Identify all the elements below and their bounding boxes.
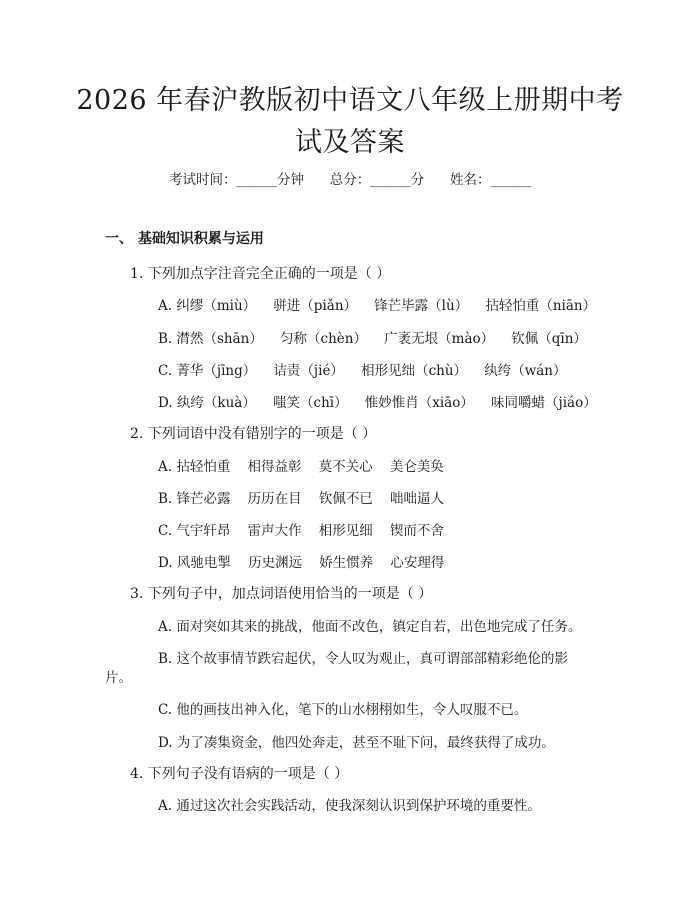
question-1-option-d: D. 纨绔（kuà） 嗤笑（chī） 惟妙惟肖（xiāo） 味同嚼蜡（jiáo） bbox=[158, 395, 597, 411]
question-4-stem: 4. 下列句子没有语病的一项是（ ） bbox=[130, 766, 349, 782]
question-1-option-c: C. 菁华（jīng） 诘责（jié） 相形见绌（chù） 纨绔（wán） bbox=[158, 363, 567, 379]
question-2-stem: 2. 下列词语中没有错别字的一项是（ ） bbox=[130, 426, 377, 442]
question-3-option-b-continuation: 片。 bbox=[105, 670, 132, 686]
question-2-option-c: C. 气宇轩昂 雷声大作 相形见细 锲而不舍 bbox=[158, 523, 444, 539]
question-2-option-d: D. 风驰电掣 历史渊远 娇生惯养 心安理得 bbox=[158, 555, 445, 571]
question-4-option-a: A. 通过这次社会实践活动，使我深刻认识到保护环境的重要性。 bbox=[158, 798, 541, 814]
question-3-option-b: B. 这个故事情节跌宕起伏，令人叹为观止，真可谓部部精彩绝伦的影 bbox=[158, 651, 569, 667]
document-title bbox=[60, 80, 640, 164]
question-3-option-d: D. 为了凑集资金，他四处奔走，甚至不耻下问，最终获得了成功。 bbox=[158, 735, 555, 751]
question-1-option-b: B. 潸然（shān） 匀称（chèn） 广袤无垠（mào） 钦佩（qīn） bbox=[158, 331, 587, 347]
question-2-option-b: B. 锋芒必露 历历在目 钦佩不已 咄咄逼人 bbox=[158, 491, 444, 507]
section-heading: 一、 基础知识积累与运用 bbox=[105, 231, 264, 247]
title-line-2: 试及答案 bbox=[295, 127, 405, 158]
question-1-option-a: A. 纠缪（miù） 骈进（piǎn） 锋芒毕露（lù） 拈轻怕重（niān） bbox=[158, 298, 597, 314]
question-2-option-a: A. 拈轻怕重 相得益彰 莫不关心 美仑美奂 bbox=[158, 459, 444, 475]
exam-info: 考试时间：______分钟 总分：______分 姓名：______ bbox=[169, 172, 531, 188]
question-1-stem: 1. 下列加点字注音完全正确的一项是（ ） bbox=[130, 266, 391, 282]
question-3-option-c: C. 他的画技出神入化，笔下的山水栩栩如生，令人叹服不已。 bbox=[158, 702, 528, 718]
question-3-stem: 3. 下列句子中，加点词语使用恰当的一项是（ ） bbox=[130, 586, 433, 602]
title-line-1: 2026 年春沪教版初中语文八年级上册期中考 bbox=[76, 85, 624, 116]
question-3-option-a: A. 面对突如其来的挑战，他面不改色，镇定自若，出色地完成了任务。 bbox=[158, 619, 582, 635]
